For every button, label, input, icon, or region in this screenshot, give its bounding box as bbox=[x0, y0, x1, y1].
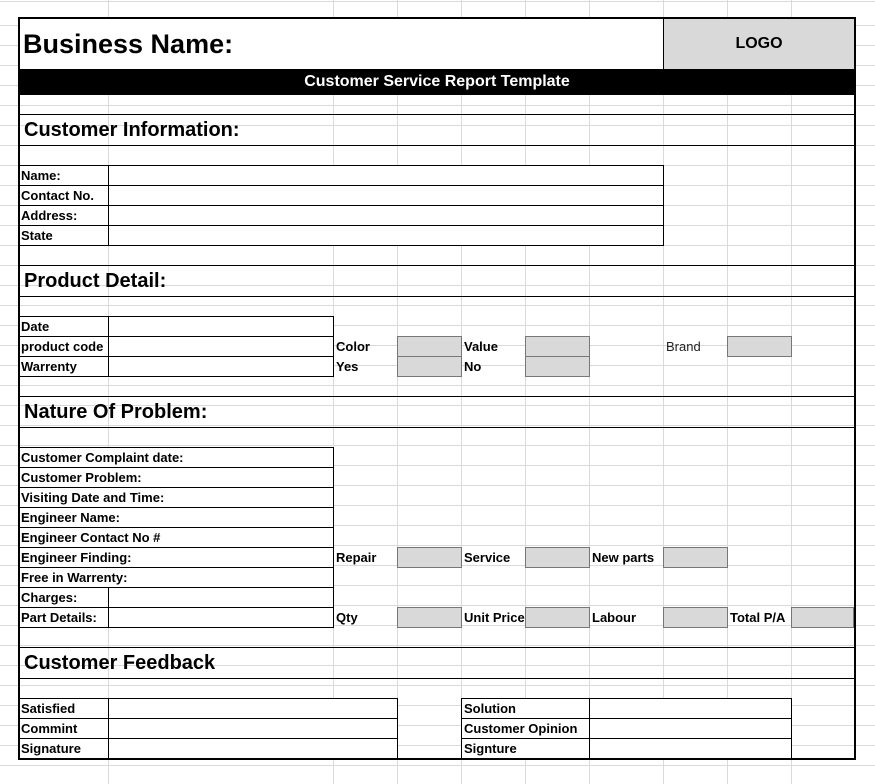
color-label: Color bbox=[336, 339, 370, 354]
date-input[interactable] bbox=[110, 317, 332, 335]
complaint-date-label: Customer Complaint date: bbox=[21, 450, 184, 465]
solution-label: Solution bbox=[464, 701, 516, 716]
business-name: Business Name: bbox=[23, 29, 234, 59]
unit-price-input[interactable] bbox=[525, 607, 590, 628]
yes-label: Yes bbox=[336, 359, 359, 374]
solution-input[interactable] bbox=[591, 699, 790, 717]
column-line bbox=[589, 698, 590, 759]
free-in-warrenty-label: Free in Warrenty: bbox=[21, 570, 128, 585]
yes-input[interactable] bbox=[397, 356, 462, 377]
no-label: No bbox=[464, 359, 482, 374]
product-code-label: product code bbox=[21, 339, 104, 354]
satisfied-label: Satisfied bbox=[21, 701, 76, 716]
logo-text: LOGO bbox=[735, 35, 783, 52]
brand-label: Brand bbox=[666, 339, 701, 354]
value-input[interactable] bbox=[525, 336, 590, 357]
charges-label: Charges: bbox=[21, 590, 78, 605]
new-parts-input[interactable] bbox=[663, 547, 728, 568]
brand-input[interactable] bbox=[727, 336, 792, 357]
engineer-finding-label: Engineer Finding: bbox=[21, 550, 132, 565]
section-divider bbox=[18, 145, 856, 146]
warrenty-label: Warrenty bbox=[21, 359, 77, 374]
commint-input[interactable] bbox=[110, 719, 396, 737]
name-label: Name: bbox=[21, 168, 61, 183]
address-input[interactable] bbox=[110, 206, 662, 224]
satisfied-input[interactable] bbox=[110, 699, 396, 717]
repair-label: Repair bbox=[336, 550, 377, 565]
column-line bbox=[108, 316, 109, 377]
title-banner bbox=[18, 69, 856, 95]
section-divider bbox=[18, 678, 856, 679]
no-input[interactable] bbox=[525, 356, 590, 377]
new-parts-label: New parts bbox=[592, 550, 655, 565]
column-line bbox=[108, 698, 109, 759]
warrenty-input[interactable] bbox=[110, 357, 332, 375]
commint-label: Commint bbox=[21, 721, 78, 736]
contact-no-label: Contact No. bbox=[21, 188, 94, 203]
engineer-name-label: Engineer Name: bbox=[21, 510, 120, 525]
qty-input[interactable] bbox=[397, 607, 462, 628]
value-label: Value bbox=[464, 339, 498, 354]
contact-no-input[interactable] bbox=[110, 186, 662, 204]
state-input[interactable] bbox=[110, 226, 662, 244]
qty-label: Qty bbox=[336, 610, 358, 625]
name-input[interactable] bbox=[110, 166, 662, 184]
color-input[interactable] bbox=[397, 336, 462, 357]
customer-opinion-label: Customer Opinion bbox=[464, 721, 578, 736]
column-line bbox=[108, 587, 109, 628]
column-line bbox=[108, 165, 109, 246]
total-input[interactable] bbox=[791, 607, 854, 628]
product-detail-title: Product Detail: bbox=[24, 270, 167, 292]
address-label: Address: bbox=[21, 208, 78, 223]
signature-input[interactable] bbox=[110, 739, 396, 757]
nature-of-problem-title: Nature Of Problem: bbox=[24, 401, 208, 423]
section-divider bbox=[18, 427, 856, 428]
date-label: Date bbox=[21, 319, 50, 334]
signature-label: Signature bbox=[21, 741, 81, 756]
product-code-input[interactable] bbox=[110, 337, 332, 355]
labour-label: Labour bbox=[592, 610, 637, 625]
charges-input[interactable] bbox=[110, 588, 332, 606]
signture-label: Signture bbox=[464, 741, 517, 756]
state-label: State bbox=[21, 228, 53, 243]
service-label: Service bbox=[464, 550, 511, 565]
customer-opinion-input[interactable] bbox=[591, 719, 790, 737]
customer-information-title: Customer Information: bbox=[24, 119, 240, 141]
customer-feedback-title: Customer Feedback bbox=[24, 652, 216, 674]
customer-problem-label: Customer Problem: bbox=[21, 470, 142, 485]
engineer-contact-label: Engineer Contact No # bbox=[21, 530, 161, 545]
unit-price-label: Unit Price bbox=[464, 610, 525, 625]
service-input[interactable] bbox=[525, 547, 590, 568]
visiting-date-label: Visiting Date and Time: bbox=[21, 490, 165, 505]
report-title: Customer Service Report Template bbox=[304, 73, 570, 90]
part-details-label: Part Details: bbox=[21, 610, 97, 625]
signture-input[interactable] bbox=[591, 739, 790, 757]
total-label: Total P/A bbox=[730, 610, 786, 625]
labour-input[interactable] bbox=[663, 607, 728, 628]
repair-input[interactable] bbox=[397, 547, 462, 568]
logo-placeholder[interactable] bbox=[663, 19, 854, 69]
part-details-input[interactable] bbox=[110, 608, 332, 626]
section-divider bbox=[18, 296, 856, 297]
